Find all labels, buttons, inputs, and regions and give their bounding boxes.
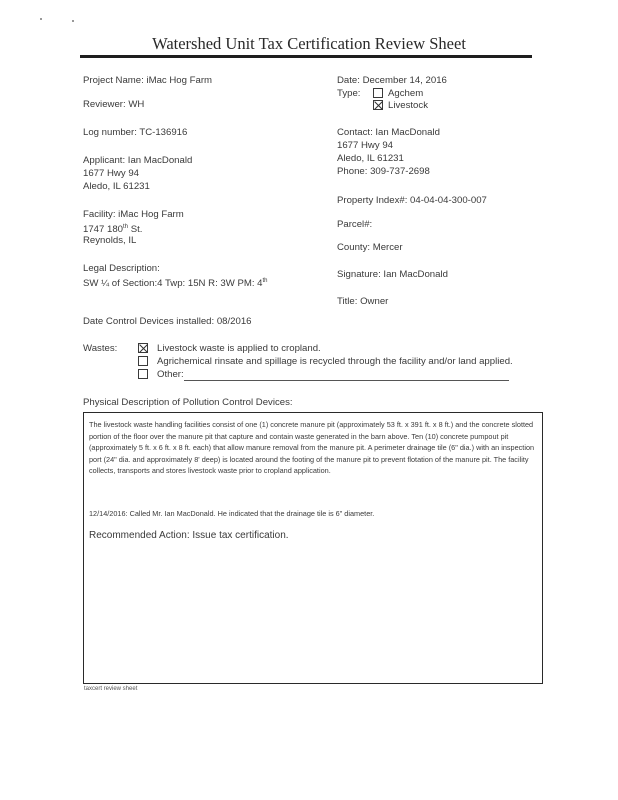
applicant: Applicant: Ian MacDonald <box>83 155 193 166</box>
parcel: Parcel#: <box>337 219 373 230</box>
type-agchem-checkbox[interactable] <box>373 88 383 98</box>
waste-cropland-checkbox[interactable] <box>138 343 148 353</box>
title-underline <box>80 55 532 58</box>
waste-cropland-label: Livestock waste is applied to cropland. <box>157 343 321 354</box>
date-control-devices-installed: Date Control Devices installed: 08/2016 <box>83 316 252 327</box>
wastes-label: Wastes: <box>83 343 118 354</box>
contact-address-line2: Aledo, IL 61231 <box>337 153 404 164</box>
waste-agrichemical-checkbox[interactable] <box>138 356 148 366</box>
signature: Signature: Ian MacDonald <box>337 269 448 280</box>
county: County: Mercer <box>337 242 403 253</box>
facility-address-line2: Reynolds, IL <box>83 235 137 246</box>
type-livestock-checkbox[interactable] <box>373 100 383 110</box>
type-agchem-label: Agchem <box>388 88 424 99</box>
facility: Facility: iMac Hog Farm <box>83 209 184 220</box>
physical-description-text: The livestock waste handling facilities consist of one (1) concrete manure pit (approximately 53 ft. x 391 ft. x 8 ft.) and the concrete slotted portion of the floor over the manure pit that capture and contain waste generated in the barn above. Ten (10) concrete pumpout pit (approximately 5 ft. x 6 ft. x 8 ft. each) that allow manure removal from the manure pit. A perimeter drainage tile (6" dia.) with an inspection port (24" dia. and approximately 8' deep) is located around the footing of the manure pit to prevent flotation of the manure pit. The facility collects, transports and stores livestock waste prior to cropland application. <box>89 420 535 476</box>
footer-label: taxcert review sheet <box>84 686 138 692</box>
phone: Phone: 309-737-2698 <box>337 166 430 177</box>
recommended-action: Recommended Action: Issue tax certification. <box>89 530 289 541</box>
reviewer: Reviewer: WH <box>83 99 145 110</box>
waste-other-checkbox[interactable] <box>138 369 148 379</box>
contact-address-line1: 1677 Hwy 94 <box>337 140 393 151</box>
scan-speck <box>72 20 74 22</box>
applicant-address-line1: 1677 Hwy 94 <box>83 168 139 179</box>
legal-description-label: Legal Description: <box>83 263 160 274</box>
waste-agrichemical-label: Agrichemical rinsate and spillage is recycled through the facility and/or land applied. <box>157 356 513 367</box>
page-title: Watershed Unit Tax Certification Review Sheet <box>152 34 466 53</box>
property-index: Property Index#: 04-04-04-300-007 <box>337 195 487 206</box>
log-number: Log number: TC-136916 <box>83 127 188 138</box>
applicant-address-line2: Aledo, IL 61231 <box>83 181 150 192</box>
type-label: Type: <box>337 88 361 99</box>
waste-other-label: Other: <box>157 369 184 380</box>
date: Date: December 14, 2016 <box>337 75 447 86</box>
phone-call-note: 12/14/2016: Called Mr. Ian MacDonald. He indicated that the drainage tile is 6" diameter. <box>89 509 375 518</box>
physical-description-heading: Physical Description of Pollution Control Devices: <box>83 397 293 408</box>
scan-speck <box>40 18 42 20</box>
waste-other-field[interactable] <box>157 368 509 381</box>
project-name: Project Name: iMac Hog Farm <box>83 75 213 86</box>
physical-description-box <box>83 412 543 684</box>
title-role: Title: Owner <box>337 296 389 307</box>
waste-other-line <box>184 371 509 381</box>
type-livestock-label: Livestock <box>388 100 428 111</box>
facility-address-line1: 1747 180th St. <box>83 224 143 236</box>
legal-description-value: SW ¼ of Section:4 Twp: 15N R: 3W PM: 4th <box>83 278 268 290</box>
contact: Contact: Ian MacDonald <box>337 127 440 138</box>
